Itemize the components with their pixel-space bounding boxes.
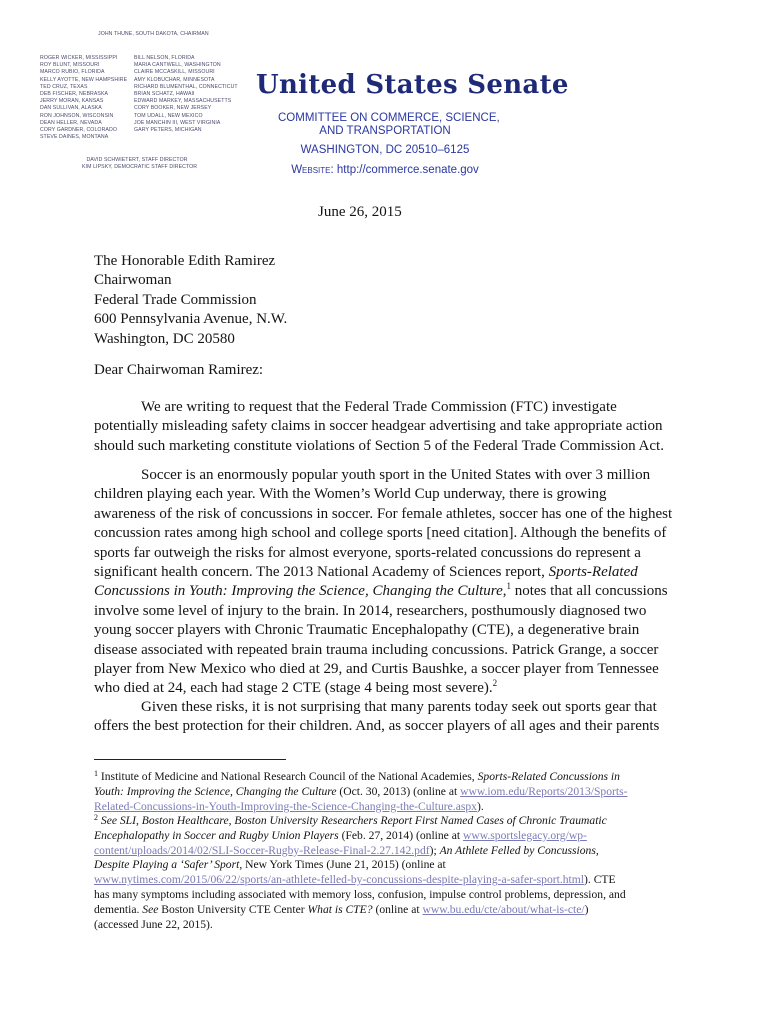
footnote-line: has many symptoms including associated with memory loss, confusion, impulse control problems, depression, and — [94, 887, 626, 901]
footnote-line — [94, 767, 694, 785]
paragraph-line: concussion rates among high school and college sports [need citation]. Although the benefits of — [94, 525, 667, 542]
recipient-line: 600 Pennsylvania Avenue, N.W. — [94, 311, 288, 328]
paragraph-line: awareness of the risk of concussions in soccer. For female athletes, soccer has one of the highest — [94, 505, 673, 522]
footnote-1 — [94, 767, 694, 814]
inline-text: notes that all concussions — [510, 583, 668, 600]
inline-text: (Oct. 30, 2013) (online at — [336, 784, 461, 798]
recipient-line: Washington, DC 20580 — [94, 330, 235, 347]
committee-member: ROGER WICKER, MISSISSIPPI — [40, 55, 118, 61]
committee-member: JERRY MORAN, KANSAS — [40, 98, 104, 105]
inline-text: Boston University CTE Center — [158, 902, 308, 916]
report-title: Concussions in Youth: Improving the Science, Changing the Culture — [94, 583, 503, 600]
paragraph-line: disease associated with repeated brain trauma including concussions. Patrick Grange, a soccer — [94, 641, 659, 658]
body-paragraph-1 — [94, 398, 684, 456]
paragraph-line: potentially misleading safety claims in soccer headgear advertising and take appropriate action — [94, 418, 663, 435]
inline-text: ). — [476, 799, 484, 813]
paragraph-line: children playing each year. With the Women’s World Cup underway, there is growing — [94, 486, 607, 503]
committee-member: CORY GARDNER, COLORADO — [40, 126, 117, 133]
minority-member-list — [134, 55, 238, 134]
paragraph-line: Given these risks, it is not surprising that many parents today seek out sports gear that — [141, 699, 657, 715]
footnote-line — [94, 903, 694, 918]
footnote-divider — [94, 759, 286, 760]
staff-director-2: KIM LIPSKY, DEMOCRATIC STAFF DIRECTOR — [82, 164, 198, 171]
footnote-line — [94, 858, 694, 873]
inline-text: Despite Playing a ‘Safer’ Sport — [94, 858, 240, 872]
footnote-ref-1[interactable]: 1 — [506, 581, 511, 592]
footnote-line — [94, 844, 694, 859]
paragraph-line: should such marketing constitute violations of Section 5 of the Federal Trade Commission Act. — [94, 437, 664, 454]
inline-text: Institute of Medicine and National Research Council of the National Academies, — [98, 770, 478, 783]
inline-text: See SLI, Boston Healthcare, Boston University Researchers Report First Named Cases of Chronic Traumatic — [98, 814, 607, 827]
salutation: Dear Chairwoman Ramirez: — [94, 362, 264, 378]
footnote-link[interactable]: www.nytimes.com/2015/06/22/sports/an-athlete-felled-by-concussions-despite-playing-a-safer-sport.html — [94, 873, 585, 887]
committee-member: TOM UDALL, NEW MEXICO — [134, 112, 203, 119]
inline-text: What is CTE? — [307, 902, 373, 916]
inline-text: (Feb. 27, 2014) (online at — [338, 828, 463, 842]
footnote-ref-2[interactable]: 2 — [492, 678, 498, 689]
paragraph-line: involve some level of injury to the brain. In 2014, researchers, posthumously diagnosed two — [94, 602, 647, 619]
inline-text: See — [142, 902, 159, 916]
report-title: Sports-Related — [548, 564, 638, 581]
inline-text: Sports-Related Concussions in — [477, 770, 620, 783]
recipient-line: The Honorable Edith Ramirez — [94, 253, 276, 269]
paragraph-line: Soccer is an enormously popular youth sport in the United States with over 3 million — [141, 467, 651, 483]
paragraph-line: offers the best protection for their children. And, as soccer players of all ages and their parents — [94, 718, 660, 735]
inline-text: (online at — [372, 902, 423, 916]
inline-text: who died at 24, each had stage 2 CTE (stage 4 being most severe). — [94, 680, 493, 697]
paragraph-line — [94, 563, 684, 582]
body-paragraph-2 — [94, 466, 684, 699]
senate-wordmark: United States Senate — [256, 70, 569, 100]
inline-text: Youth: Improving the Science, Changing the Culture — [94, 784, 337, 798]
inline-text: An Athlete Felled by Concussions, — [439, 843, 599, 857]
committee-member: TED CRUZ, TEXAS — [40, 83, 88, 90]
inline-text: Encephalopathy in Soccer and Rugby Union Players — [94, 828, 339, 842]
committee-member: CORY BOOKER, NEW JERSEY — [134, 105, 212, 112]
committee-member: GARY PETERS, MICHIGAN — [134, 126, 202, 133]
footnote-number: 2 — [94, 813, 98, 822]
committee-member: DAN SULLIVAN, ALASKA — [40, 105, 102, 112]
committee-member: DEB FISCHER, NEBRASKA — [40, 90, 109, 97]
inline-text: ); — [429, 843, 440, 857]
inline-text: , New York Times (June 21, 2015) (online at — [239, 858, 446, 872]
paragraph-line: young soccer players with Chronic Traumatic Encephalopathy (CTE), a degenerative brain — [94, 622, 640, 639]
website-label: Website: — [291, 164, 334, 176]
recipient-address — [94, 252, 287, 349]
paragraph-line: sports far outweigh the risks for almost everyone, sports-related concussions do represent a — [94, 544, 641, 561]
committee-member: KELLY AYOTTE, NEW HAMPSHIRE — [40, 76, 128, 83]
footnote-link[interactable]: www.iom.edu/Reports/2013/Sports- — [460, 784, 628, 798]
inline-text: significant health concern. The 2013 National Academy of Sciences report, — [94, 564, 549, 581]
inline-text: ) — [584, 902, 589, 916]
committee-website — [265, 164, 505, 176]
committee-member: RON JOHNSON, WISCONSIN — [40, 112, 114, 119]
paragraph-line: player from New Mexico who died at 29, and Curtis Baushke, a soccer player from Tennessee — [94, 661, 659, 678]
staff-director-1: DAVID SCHWIETERT, STAFF DIRECTOR — [86, 157, 188, 163]
committee-member: MARCO RUBIO, FLORIDA — [40, 69, 105, 76]
body-paragraph-3 — [94, 698, 684, 737]
recipient-line: Federal Trade Commission — [94, 291, 257, 308]
committee-member: BRIAN SCHATZ, HAWAII — [134, 90, 195, 97]
inline-text: , — [502, 583, 507, 600]
majority-member-list — [40, 55, 127, 141]
footnote-2 — [94, 811, 694, 932]
committee-name-line-1: COMMITTEE ON COMMERCE, SCIENCE, — [278, 112, 500, 124]
footnote-link[interactable]: www.bu.edu/cte/about/what-is-cte/ — [422, 902, 585, 916]
committee-member: BILL NELSON, FLORIDA — [134, 55, 195, 61]
committee-member: DEAN HELLER, NEVADA — [40, 119, 102, 126]
footnote-number: 1 — [94, 769, 98, 778]
committee-member: ROY BLUNT, MISSOURI — [40, 62, 100, 69]
committee-member: STEVE DAINES, MONTANA — [40, 134, 109, 141]
footnote-line — [94, 829, 694, 844]
paragraph-line — [94, 679, 684, 698]
footnote-line — [94, 785, 694, 800]
committee-member: CLAIRE MCCASKILL, MISSOURI — [134, 69, 215, 76]
committee-member: JOE MANCHIN III, WEST VIRGINIA — [134, 119, 221, 126]
chairman-line: JOHN THUNE, SOUTH DAKOTA, CHAIRMAN — [98, 31, 209, 37]
committee-member: EDWARD MARKEY, MASSACHUSETTS — [134, 98, 232, 105]
committee-member: RICHARD BLUMENTHAL, CONNECTICUT — [134, 83, 238, 90]
recipient-line: Chairwoman — [94, 272, 172, 289]
footnote-link[interactable]: Related-Concussions-in-Youth-Improving-the-Science-Changing-the-Culture.aspx — [94, 799, 477, 813]
committee-name-line-2: AND TRANSPORTATION — [319, 125, 451, 137]
staff-directors — [82, 157, 198, 171]
footnote-line — [94, 873, 694, 888]
paragraph-line — [94, 582, 684, 601]
footnote-line — [94, 811, 694, 829]
footnote-line: (accessed June 22, 2015). — [94, 917, 213, 931]
committee-address: WASHINGTON, DC 20510–6125 — [300, 144, 470, 156]
inline-text: dementia. — [94, 902, 143, 916]
website-url[interactable]: http://commerce.senate.gov — [336, 164, 479, 176]
paragraph-line: We are writing to request that the Federal Trade Commission (FTC) investigate — [141, 399, 617, 415]
committee-member: AMY KLOBUCHAR, MINNESOTA — [134, 76, 215, 83]
footnote-link[interactable]: content/uploads/2014/02/SLI-Soccer-Rugby-Release-Final-2.27.142.pdf — [94, 843, 430, 857]
inline-text: ). CTE — [584, 873, 616, 887]
footnote-link[interactable]: www.sportslegacy.org/wp- — [463, 828, 587, 842]
letter-date: June 26, 2015 — [318, 204, 402, 220]
committee-member: MARIA CANTWELL, WASHINGTON — [134, 62, 221, 69]
